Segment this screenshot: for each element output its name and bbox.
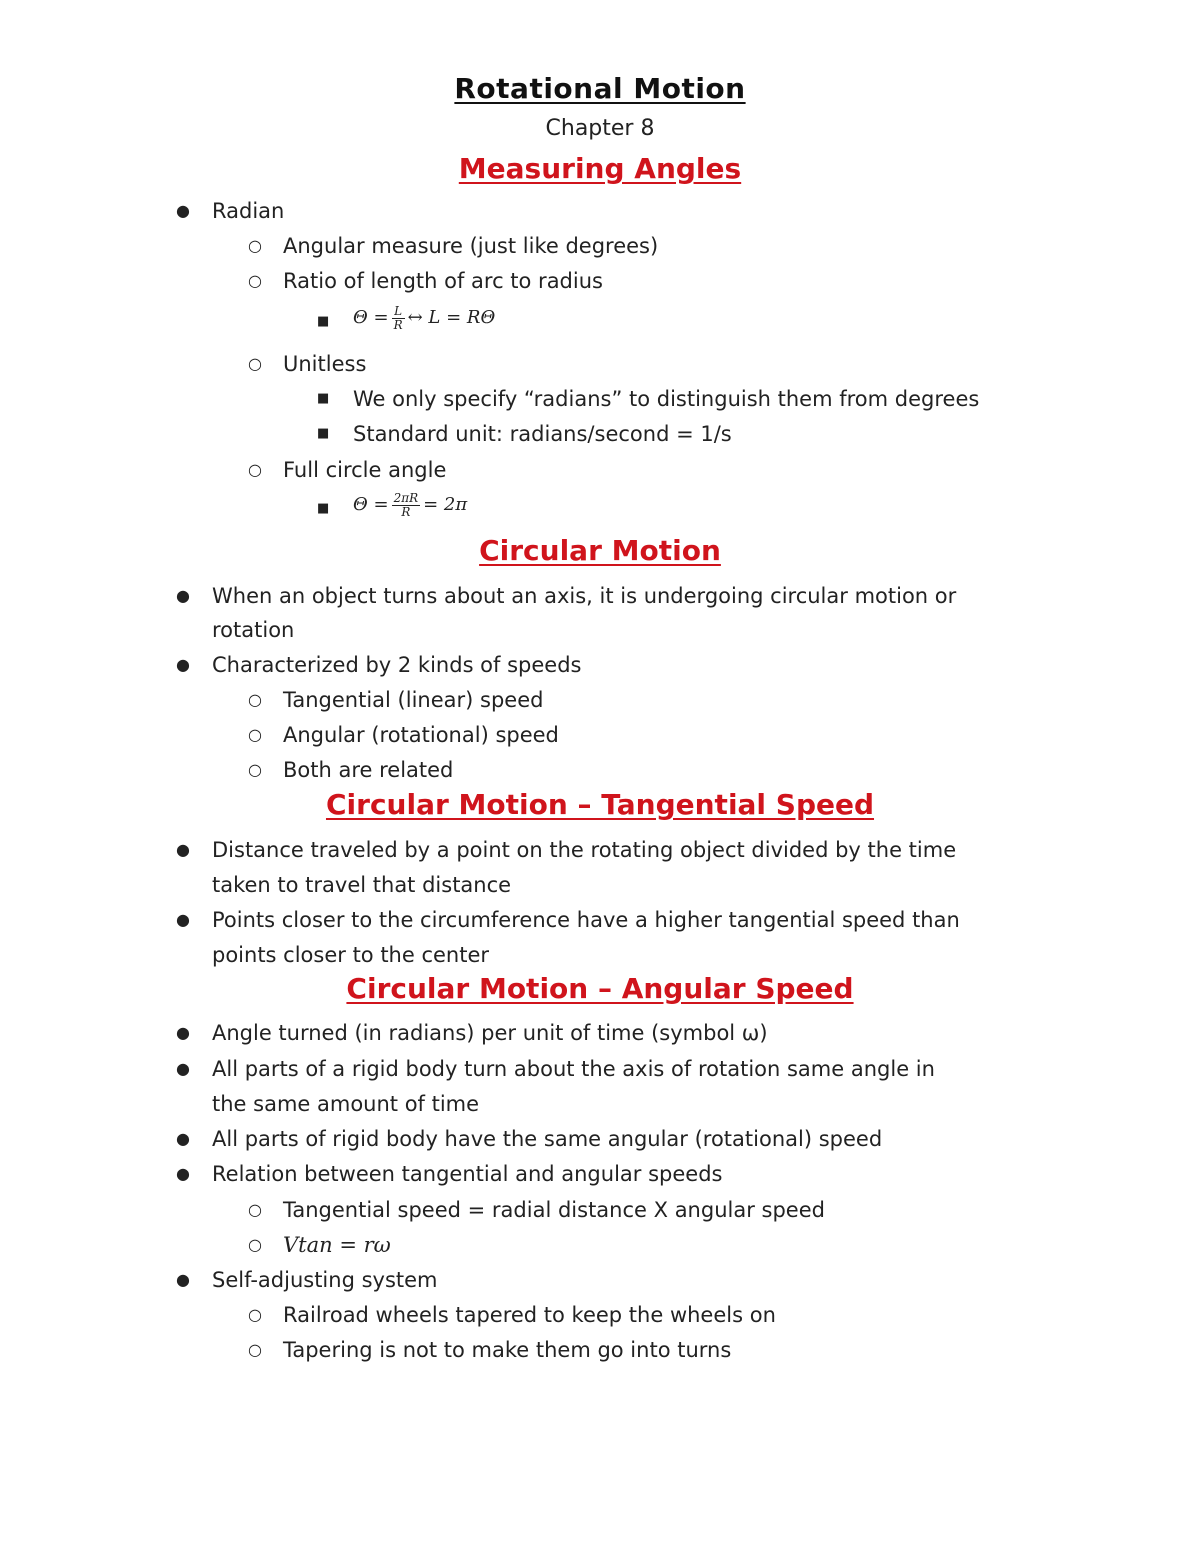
bullet-level-1-icon: ● — [176, 1023, 190, 1042]
list-item-text: We only specify “radians” to distinguish them from degrees — [353, 387, 980, 411]
section-heading: Circular Motion – Angular Speed — [346, 972, 854, 1005]
fraction-denominator: R — [393, 317, 403, 332]
list-item-text: Relation between tangential and angular speeds — [212, 1162, 723, 1186]
list-item-text: Full circle angle — [283, 458, 447, 482]
list-item-text: Angular measure (just like degrees) — [283, 234, 659, 258]
list-item-text: Angular (rotational) speed — [283, 723, 559, 747]
section-heading: Circular Motion – Tangential Speed — [325, 788, 875, 821]
list-item-text: Tangential (linear) speed — [283, 688, 544, 712]
bullet-level-1-icon: ● — [176, 1059, 190, 1078]
list-item-text: Angle turned (in radians) per unit of time (symbol ω) — [212, 1021, 768, 1045]
bullet-level-1-icon: ● — [176, 655, 190, 674]
list-item-text: Ratio of length of arc to radius — [283, 269, 603, 293]
list-item-text: Standard unit: radians/second = 1/s — [353, 422, 732, 446]
list-item-text: Tapering is not to make them go into turns — [283, 1338, 732, 1362]
bullet-level-3-icon: ■ — [317, 391, 330, 406]
list-item-text: Railroad wheels tapered to keep the wheels on — [283, 1303, 776, 1327]
list-item-text: All parts of a rigid body turn about the axis of rotation same angle in — [212, 1057, 935, 1081]
list-item-text: Self-adjusting system — [212, 1268, 438, 1292]
bullet-level-1-icon: ● — [176, 1270, 190, 1289]
bullet-level-2-icon: ○ — [248, 1305, 262, 1324]
list-item-text: Tangential speed = radial distance X angular speed — [283, 1198, 825, 1222]
bullet-level-1-icon: ● — [176, 586, 190, 605]
bullet-level-2-icon: ○ — [248, 1340, 262, 1359]
list-item-text: the same amount of time — [212, 1092, 480, 1116]
bullet-level-1-icon: ● — [176, 1164, 190, 1183]
bullet-level-1-icon: ● — [176, 910, 190, 929]
section-heading: Circular Motion — [479, 534, 721, 567]
bullet-level-2-icon: ○ — [248, 1235, 262, 1254]
list-item-text: points closer to the center — [212, 943, 490, 967]
bullet-level-1-icon: ● — [176, 1129, 190, 1148]
bullet-level-3-icon: ■ — [317, 501, 330, 516]
section-heading: Measuring Angles — [458, 152, 742, 185]
list-item-text: When an object turns about an axis, it is undergoing circular motion or — [212, 584, 957, 608]
document-title: Rotational Motion — [454, 72, 746, 105]
equation-fraction — [392, 305, 405, 332]
bullet-level-1-icon: ● — [176, 201, 190, 220]
list-item-text: Unitless — [283, 352, 367, 376]
bullet-level-3-icon: ■ — [317, 314, 330, 329]
list-item-text: Both are related — [283, 758, 454, 782]
formula: Vtan = rω — [283, 1233, 391, 1257]
list-item-text: Points closer to the circumference have a higher tangential speed than — [212, 908, 960, 932]
list-item-text: Radian — [212, 199, 285, 223]
equation-rest: ↔ L = RΘ — [407, 307, 496, 328]
bullet-level-2-icon: ○ — [248, 460, 262, 479]
bullet-level-1-icon: ● — [176, 840, 190, 859]
bullet-level-2-icon: ○ — [248, 236, 262, 255]
bullet-level-2-icon: ○ — [248, 760, 262, 779]
bullet-level-3-icon: ■ — [317, 426, 330, 441]
equation — [353, 491, 467, 519]
equation-lhs: Θ = — [353, 494, 389, 515]
fraction-numerator: L — [392, 305, 405, 319]
equation-lhs: Θ = — [353, 307, 389, 328]
fraction-numerator: 2πR — [393, 490, 419, 505]
bullet-level-2-icon: ○ — [248, 725, 262, 744]
list-item-text: rotation — [212, 618, 295, 642]
equation-rest: = 2π — [423, 494, 468, 515]
bullet-level-2-icon: ○ — [248, 271, 262, 290]
equation-fraction — [392, 492, 421, 519]
bullet-level-2-icon: ○ — [248, 354, 262, 373]
list-item-text: Characterized by 2 kinds of speeds — [212, 653, 582, 677]
list-item-text: taken to travel that distance — [212, 873, 512, 897]
document-subtitle: Chapter 8 — [545, 116, 655, 141]
bullet-level-2-icon: ○ — [248, 690, 262, 709]
bullet-level-2-icon: ○ — [248, 1200, 262, 1219]
fraction-denominator: R — [401, 504, 411, 519]
equation — [353, 304, 495, 332]
list-item-text: All parts of rigid body have the same angular (rotational) speed — [212, 1127, 883, 1151]
list-item-text: Distance traveled by a point on the rotating object divided by the time — [212, 838, 957, 862]
